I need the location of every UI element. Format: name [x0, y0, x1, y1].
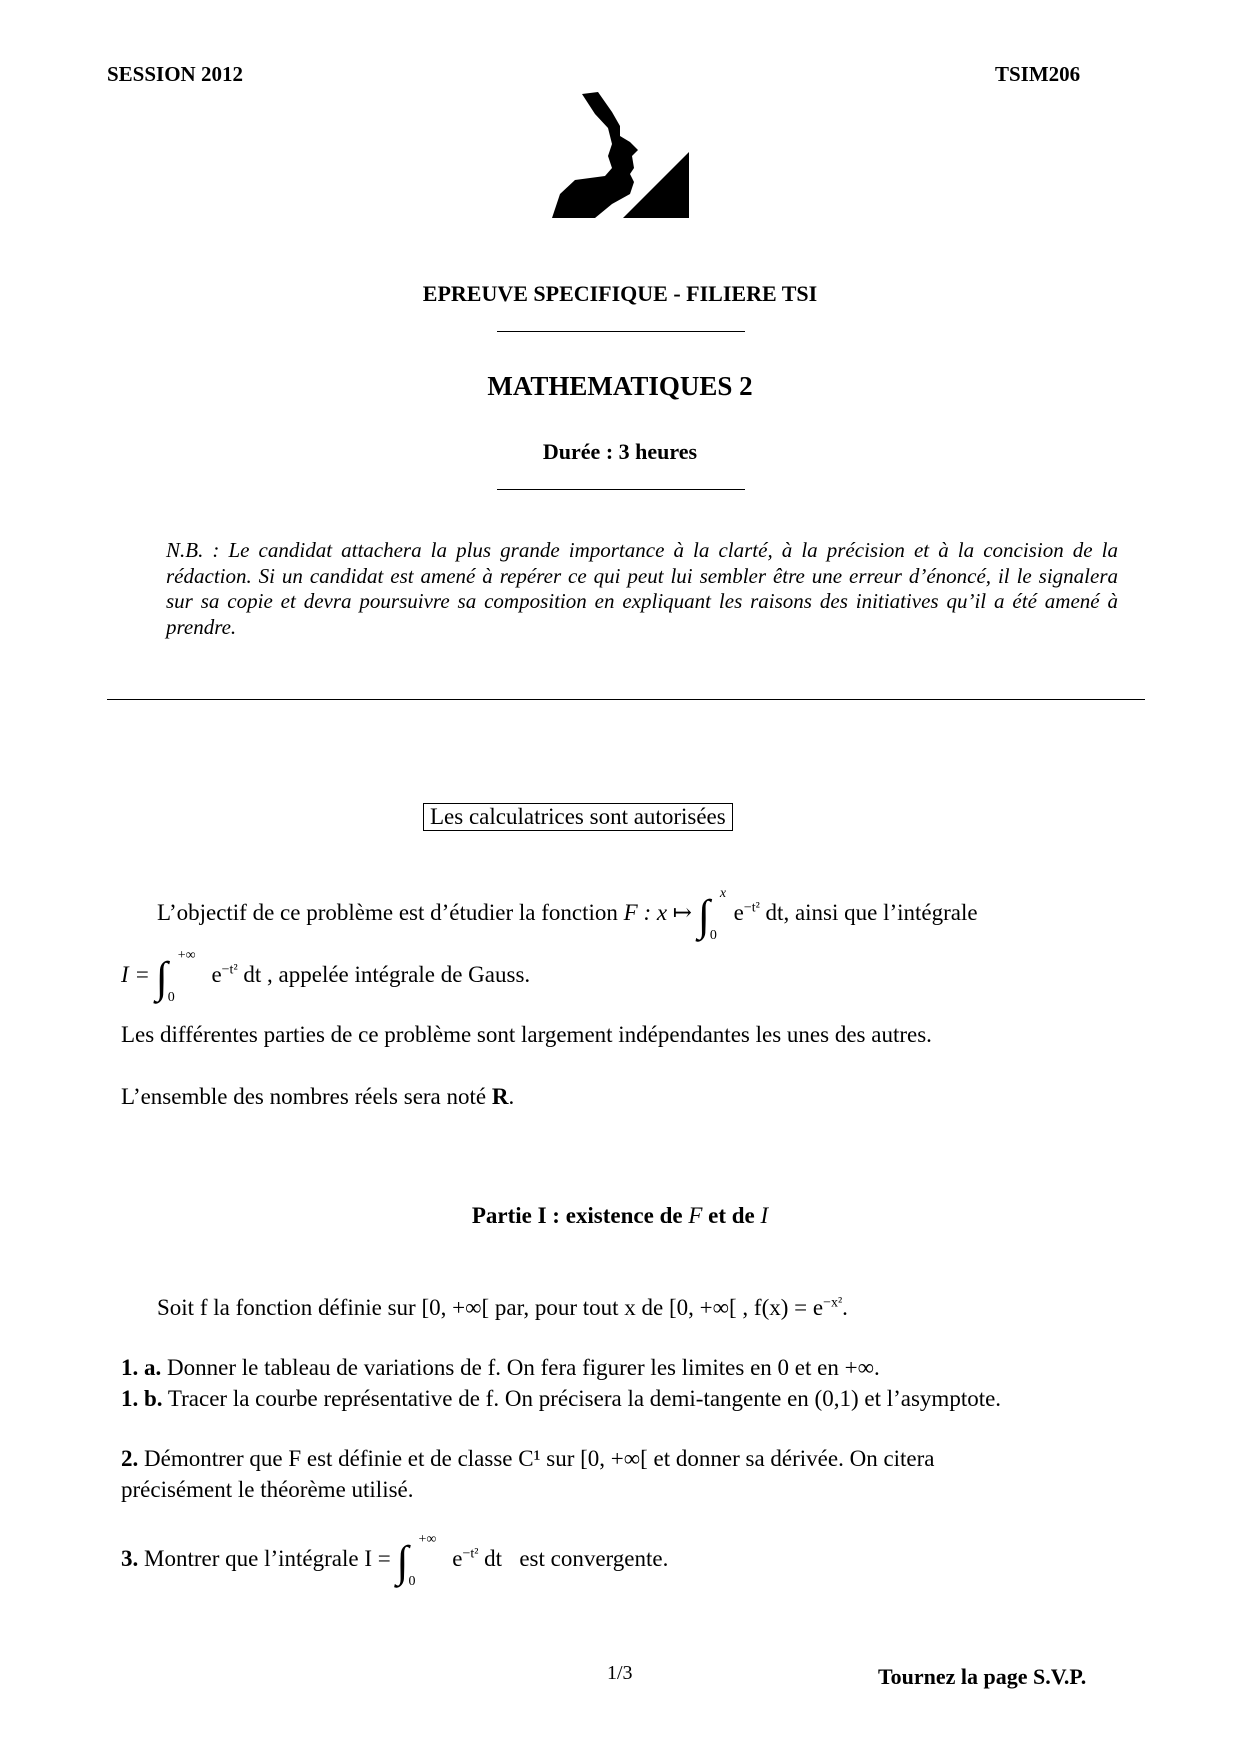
text: et de	[702, 1203, 761, 1228]
epreuve-title: EPREUVE SPECIFIQUE - FILIERE TSI	[422, 281, 818, 306]
integral-sign: ∫	[697, 891, 710, 940]
question-2-cont: précisément le théorème utilisé.	[121, 1477, 414, 1502]
exponent: −x²	[823, 1295, 843, 1311]
part1-title	[0, 1203, 1240, 1229]
upper-bound: +∞	[418, 1532, 437, 1547]
definition-f: Soit f la fonction définie sur [0, +∞[ par, pour tout x de [0, +∞[ , $f(x) = e^{-x^2}$.	[157, 1295, 848, 1320]
intro-line-2	[121, 948, 531, 1005]
text: est convergente.	[519, 1546, 669, 1571]
text: Démontrer que F est définie et de classe C¹ sur [0, +∞[ et donner sa dérivée. On citera	[138, 1446, 935, 1471]
upper-bound: x	[719, 886, 727, 901]
text: , appelée intégrale de Gauss.	[267, 962, 531, 987]
reals-symbol: R	[491, 1084, 509, 1109]
integral-sign: ∫	[396, 1537, 409, 1586]
question-3	[121, 1532, 669, 1589]
text: dt	[243, 962, 262, 987]
lower-bound: 0	[167, 990, 175, 1005]
session-label: SESSION 2012	[107, 62, 243, 86]
exponent: −t²	[743, 900, 760, 916]
exam-code: TSIM206	[995, 62, 1081, 86]
question-1b	[121, 1386, 1001, 1412]
lower-bound: 0	[408, 1574, 416, 1589]
text: Montrer que l’intégrale I =	[138, 1546, 391, 1571]
divider	[497, 489, 745, 490]
text: e	[733, 900, 744, 925]
intro-line-1	[157, 886, 978, 943]
text: Tracer la courbe représentative de f. On précisera la demi-tangente en (0,1) et l’asymptote.	[162, 1386, 1002, 1411]
text: Donner le tableau de variations de f. On fera figurer les limites en 0 et en +∞.	[161, 1355, 880, 1380]
independence-note: Les différentes parties de ce problème sont largement indépendantes les unes des autres.	[121, 1022, 932, 1047]
lower-bound: 0	[709, 928, 717, 943]
concours-logo	[550, 84, 692, 220]
text: Partie I : existence de	[471, 1203, 689, 1228]
divider	[497, 331, 745, 332]
text: I	[760, 1203, 769, 1228]
exponent: −t²	[462, 1546, 479, 1562]
text: Soit f la fonction définie sur [0, +∞[ par, pour tout x de [0, +∞[ , f(x) = e	[157, 1295, 824, 1320]
text: dt	[484, 1546, 503, 1571]
text: , ainsi que l’intégrale	[783, 900, 978, 925]
text: F	[688, 1203, 703, 1228]
section-divider	[107, 699, 1145, 700]
question-2	[121, 1446, 1129, 1472]
question-number: 1. b.	[121, 1386, 163, 1411]
text: L’ensemble des nombres réels sera noté	[121, 1084, 492, 1109]
text: e	[211, 962, 222, 987]
calculator-notice: Les calculatrices sont autorisées	[423, 803, 733, 831]
upper-bound: +∞	[177, 948, 196, 963]
integral-sign: ∫	[155, 953, 168, 1002]
reals-note	[121, 1084, 514, 1110]
text: F : x ↦	[623, 900, 693, 925]
text: .	[508, 1084, 515, 1109]
turn-page-note: Tournez la page S.V.P.	[878, 1664, 1087, 1689]
question-number: 2.	[121, 1446, 139, 1471]
exponent: −t²	[221, 962, 238, 978]
nb-notice: N.B. : Le candidat attachera la plus grande importance à la clarté, à la précision et à la concision de la rédaction. Si un candidat est amené à repérer ce qui peut lui sembler être une erreur d’énoncé, il le signalera sur sa copie et devra poursuivre sa composition en expliquant les raisons des initiatives qu’il a été amené à prendre.	[166, 538, 1118, 639]
subject-title: MATHEMATIQUES 2	[487, 371, 753, 401]
page-number: 1/3	[607, 1662, 633, 1684]
question-number: 3.	[121, 1546, 139, 1571]
duration: Durée : 3 heures	[542, 439, 698, 464]
text: L’objectif de ce problème est d’étudier la fonction	[157, 900, 624, 925]
question-number: 1. a.	[121, 1355, 162, 1380]
text: I =	[121, 962, 150, 987]
question-1a	[121, 1355, 880, 1381]
text: e	[452, 1546, 463, 1571]
text: dt	[765, 900, 784, 925]
